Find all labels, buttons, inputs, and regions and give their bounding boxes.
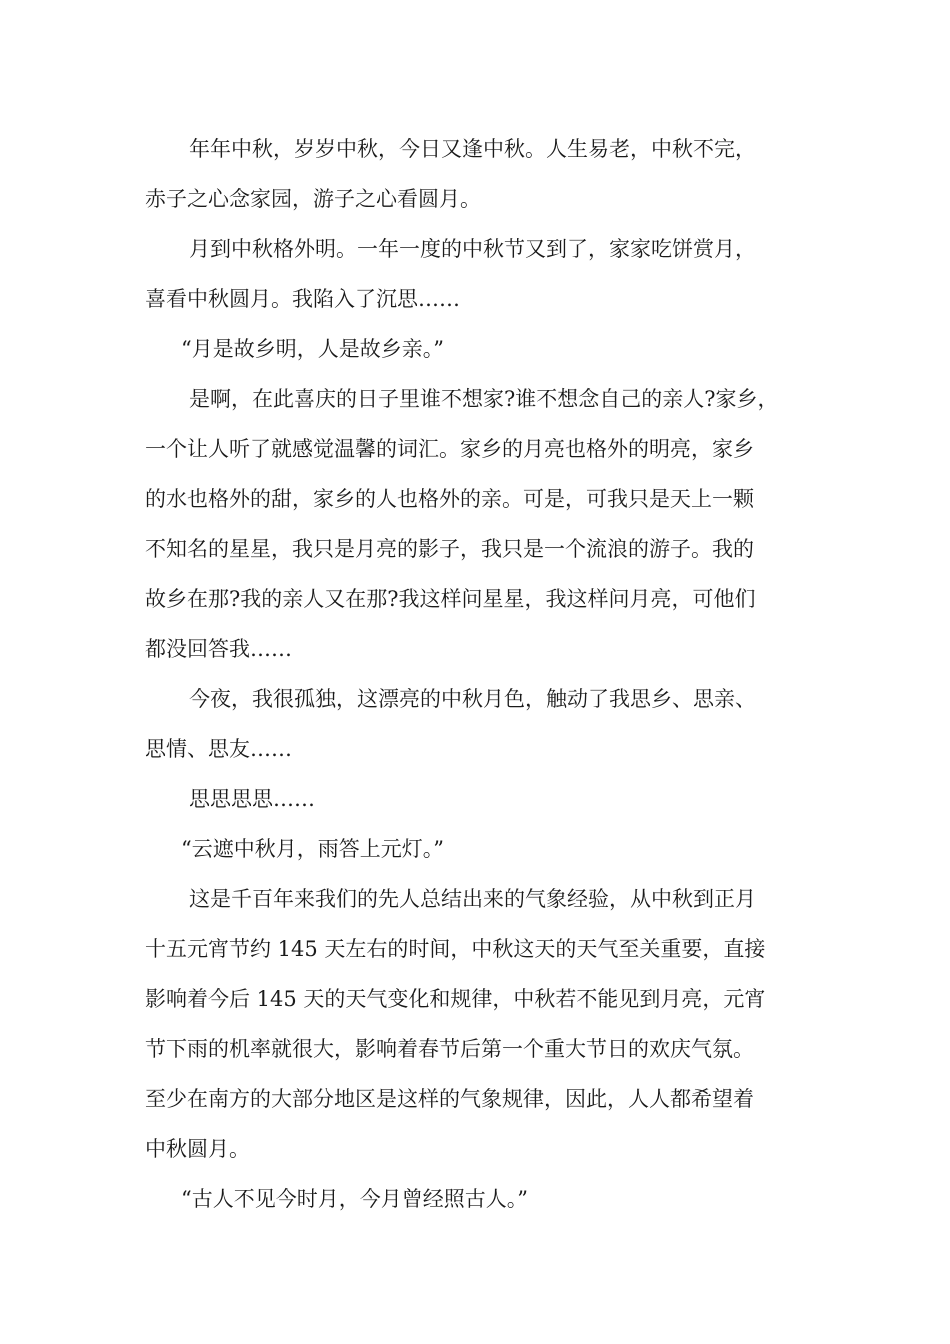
text-line: 月到中秋格外明。一年一度的中秋节又到了，家家吃饼赏月， [189, 237, 756, 261]
document-page [145, 124, 805, 1224]
text-line: 影响着今后 145 天的天气变化和规律，中秋若不能见到月亮，元宵 [145, 987, 766, 1011]
text-line: “月是故乡明，人是故乡亲。” [181, 337, 444, 361]
text-line: 思思思思…… [189, 787, 315, 811]
document-body [145, 124, 805, 1224]
text-line: 这是千百年来我们的先人总结出来的气象经验，从中秋到正月 [189, 887, 756, 911]
text-line: 中秋圆月。 [145, 1137, 250, 1161]
text-line: 都没回答我…… [145, 637, 292, 661]
text-line: 至少在南方的大部分地区是这样的气象规律，因此，人人都希望着 [145, 1087, 754, 1111]
text-line: 喜看中秋圆月。我陷入了沉思…… [145, 287, 460, 311]
text-line: 年年中秋，岁岁中秋，今日又逢中秋。人生易老，中秋不完， [189, 137, 756, 161]
text-line: 是啊，在此喜庆的日子里谁不想家?谁不想念自己的亲人?家乡， [189, 387, 779, 411]
text-line: 今夜，我很孤独，这漂亮的中秋月色，触动了我思乡、思亲、 [189, 687, 756, 711]
text-line: 思情、思友…… [145, 737, 292, 761]
text-line: 故乡在那?我的亲人又在那?我这样问星星，我这样问月亮，可他们 [145, 587, 756, 611]
text-line: 节下雨的机率就很大，影响着春节后第一个重大节日的欢庆气氛。 [145, 1037, 754, 1061]
text-line: 不知名的星星，我只是月亮的影子，我只是一个流浪的游子。我的 [145, 537, 754, 561]
text-line: 十五元宵节约 145 天左右的时间，中秋这天的天气至关重要，直接 [145, 937, 766, 961]
text-line: 赤子之心念家园，游子之心看圆月。 [145, 187, 481, 211]
text-line: “云遮中秋月，雨答上元灯。” [181, 837, 444, 861]
text-line: “古人不见今时月，今月曾经照古人。” [181, 1187, 528, 1211]
text-line: 的水也格外的甜，家乡的人也格外的亲。可是，可我只是天上一颗 [145, 487, 754, 511]
text-line: 一个让人听了就感觉温馨的词汇。家乡的月亮也格外的明亮，家乡 [145, 437, 754, 461]
